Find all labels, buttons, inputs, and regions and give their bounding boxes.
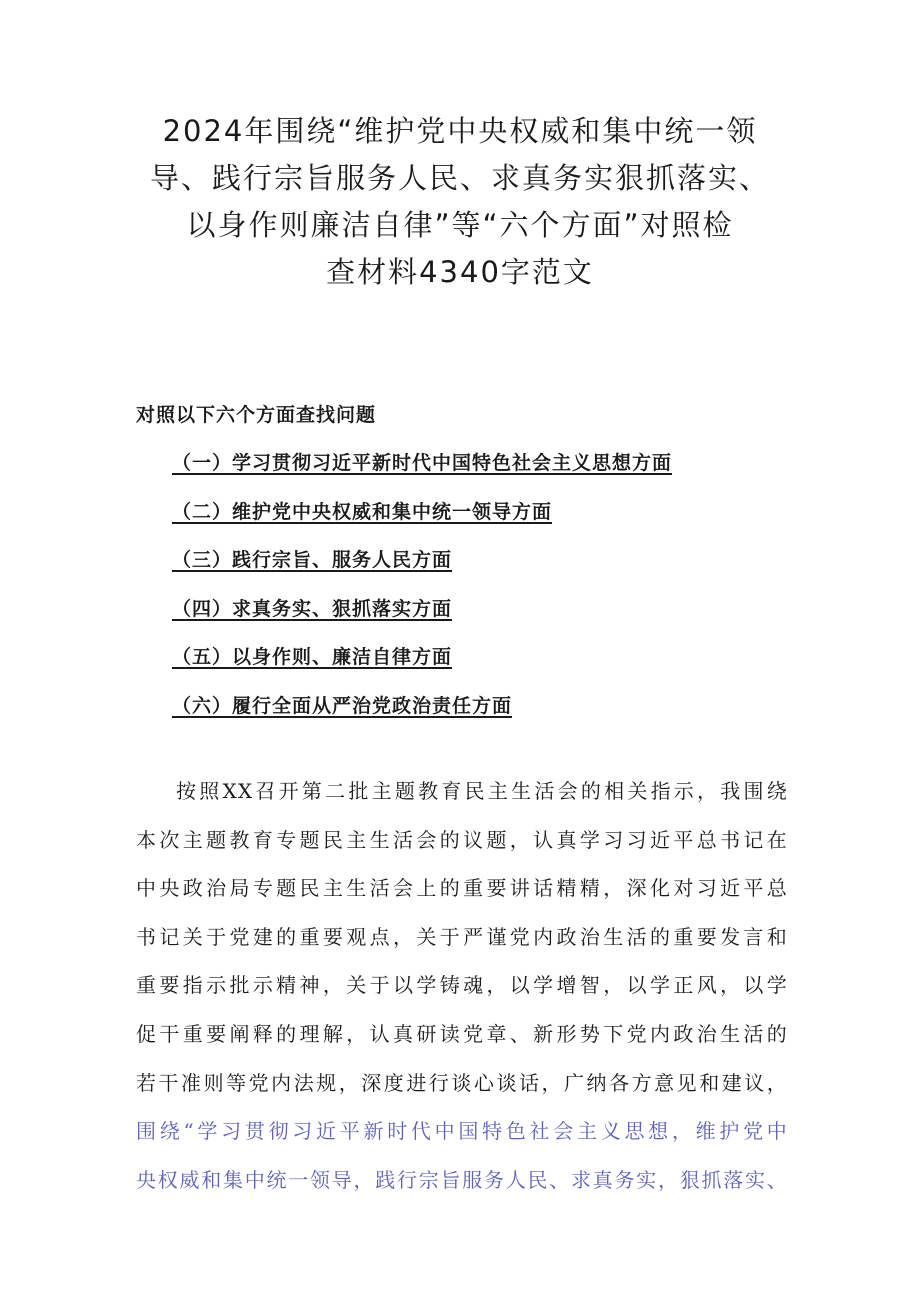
paragraph-line: 本次主题教育专题民主生活会的议题，认真学习习近平总书记在	[136, 827, 788, 852]
toc-link[interactable]: （四）求真务实、狠抓落实方面	[172, 597, 453, 620]
toc-link[interactable]: （五）以身作则、廉洁自律方面	[172, 646, 453, 669]
toc-item-6[interactable]	[172, 693, 672, 742]
toc-item-1[interactable]	[172, 450, 672, 499]
toc-item-5[interactable]	[172, 644, 672, 693]
toc-link[interactable]: （六）履行全面从严治党政治责任方面	[172, 694, 513, 717]
title-line: 2024年围绕“维护党中央权威和集中统一领	[162, 114, 758, 148]
paragraph-line-highlighted: 央权威和集中统一领导，践行宗旨服务人民、求真务实，狠抓落实、	[136, 1167, 788, 1192]
title-line: 查材料4340字范文	[326, 255, 594, 289]
paragraph-line: 促干重要阐释的理解，认真研读党章、新形势下党内政治生活的	[136, 1021, 788, 1046]
paragraph-line: 若干准则等党内法规，深度进行谈心谈话，广纳各方意见和建议，	[136, 1070, 788, 1095]
toc-link[interactable]: （一）学习贯彻习近平新时代中国特色社会主义思想方面	[172, 452, 673, 474]
title-line: 导、践行宗旨服务人民、求真务实狠抓落实、	[149, 161, 770, 195]
paragraph-line: 重要指示批示精神，关于以学铸魂，以学增智，以学正风，以学	[136, 973, 788, 998]
toc-item-2[interactable]	[172, 499, 672, 548]
paragraph-line-highlighted: 围绕“学习贯彻习近平新时代中国特色社会主义思想，维护党中	[136, 1119, 788, 1144]
paragraph-line: 书记关于党建的重要观点，关于严谨党内政治生活的重要发言和	[136, 924, 788, 949]
toc-link[interactable]: （三）践行宗旨、服务人民方面	[172, 549, 453, 572]
toc-item-4[interactable]	[172, 596, 672, 645]
title-line: 以身作则廉洁自律”等“六个方面”对照检	[186, 208, 734, 242]
toc-item-3[interactable]	[172, 547, 672, 596]
paragraph-line: 按照XX召开第二批主题教育民主生活会的相关指示，我围绕	[176, 779, 788, 803]
body-paragraph	[136, 778, 788, 1215]
toc-list	[172, 450, 672, 742]
paragraph-line: 中央政治局专题民主生活会上的重要讲话精精，深化对习近平总	[136, 876, 788, 901]
toc-link[interactable]: （二）维护党中央权威和集中统一领导方面	[172, 500, 553, 523]
toc-heading: 对照以下六个方面查找问题	[136, 404, 377, 426]
document-title	[130, 108, 790, 296]
